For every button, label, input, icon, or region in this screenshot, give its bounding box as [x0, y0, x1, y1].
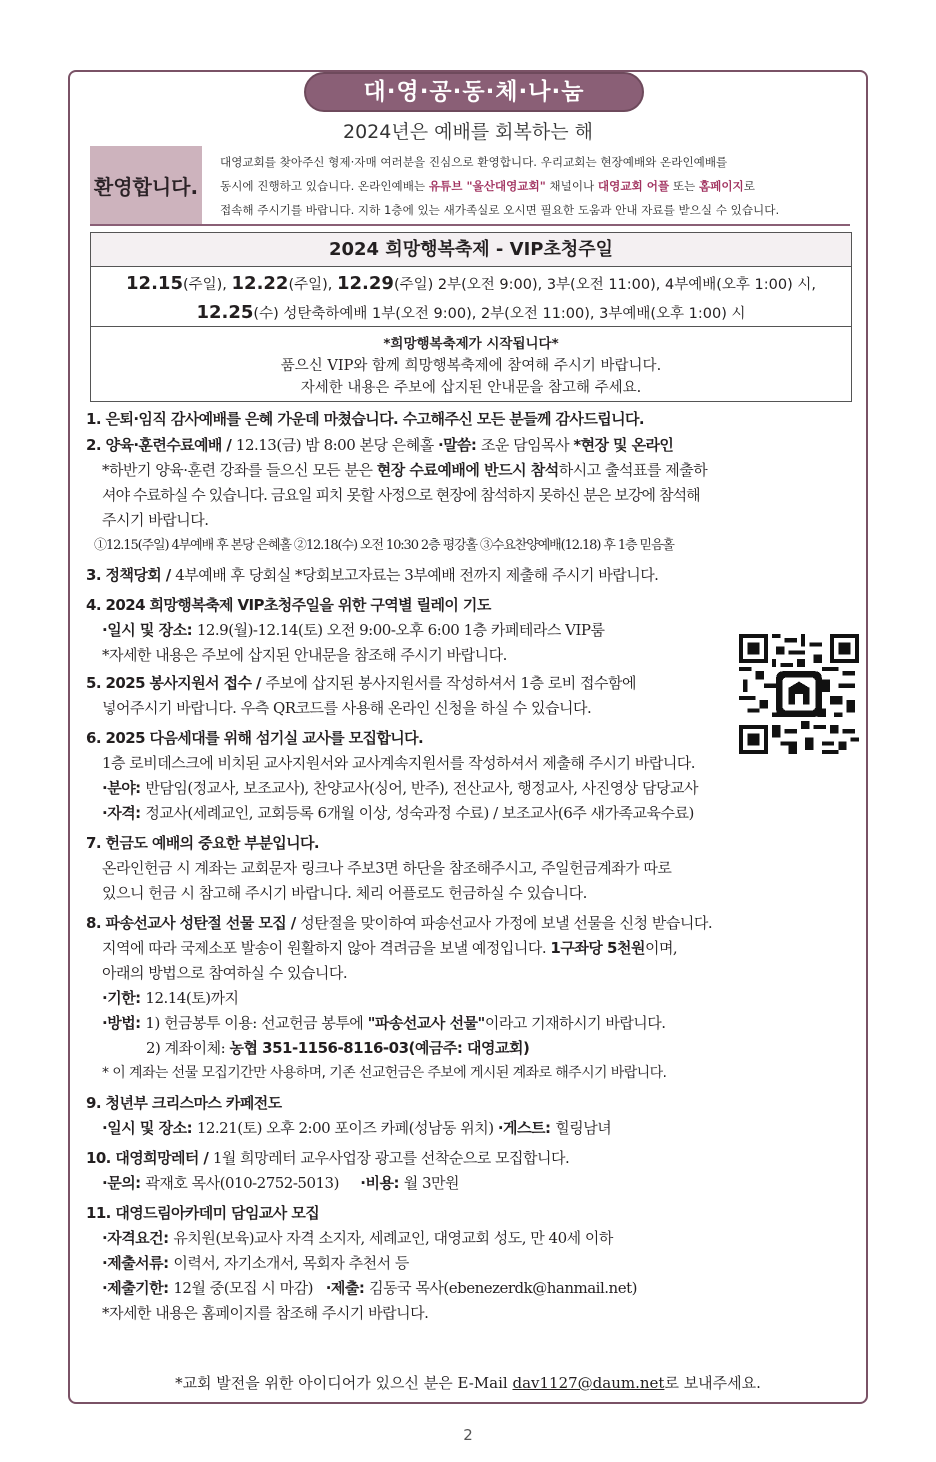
- text: 12.14(토)까지: [145, 989, 239, 1007]
- news-item-8: [86, 910, 866, 1086]
- text: *교회 발전을 위한 아이디어가 있으신 분은 E-Mail: [175, 1374, 513, 1392]
- item-heading: [86, 910, 866, 936]
- date: 12.15: [126, 273, 183, 294]
- text: ·일시 및 장소:: [102, 621, 197, 639]
- item-heading: 7. 헌금도 예배의 중요한 부분입니다.: [86, 834, 319, 852]
- welcome-line-3: 접속해 주시기를 바랍니다. 지하 1층에 있는 새가족실로 오시면 필요한 도움과 안내 자료를 받으실 수 있습니다.: [220, 203, 780, 217]
- item-text: [86, 1116, 866, 1141]
- vip-note-head: *희망행복축제가 시작됩니다*: [383, 336, 559, 352]
- text: 로: [743, 179, 755, 193]
- text: 주보에 삽지된 봉사지원서를 작성하셔서 1층 로비 접수함에: [265, 674, 636, 692]
- item-text: 1층 로비데스크에 비치된 교사지원서와 교사계속지원서를 작성하셔서 제출해 주시기 바랍니다.: [102, 754, 696, 772]
- text: *현장 및 온라인: [573, 436, 674, 454]
- item-text: 아래의 방법으로 참여하실 수 있습니다.: [102, 964, 348, 982]
- vip-dates-line-1: [91, 270, 851, 299]
- text: 조운 담임목사: [480, 436, 574, 454]
- news-item-1: [86, 406, 866, 432]
- text: 정교사(세례교인, 교회등록 6개월 이상, 성숙과정 수료) / 보조교사(6주 새가족교육수료): [145, 804, 694, 822]
- text: "파송선교사 선물": [367, 1014, 485, 1032]
- item-text: 셔야 수료하실 수 있습니다. 금요일 피치 못할 사정으로 현장에 참석하지 못하신 분은 보강에 참석해: [102, 486, 700, 504]
- text: 동시에 진행하고 있습니다. 온라인예배는: [220, 179, 429, 193]
- item-text: [86, 936, 866, 961]
- item-text: [86, 458, 866, 483]
- text: 채널이나: [545, 179, 598, 193]
- text: 힐링남녀: [555, 1119, 612, 1137]
- vip-note: [91, 327, 851, 399]
- item-text: [86, 1226, 866, 1251]
- text: (주일),: [288, 277, 337, 293]
- item-text: [86, 1171, 866, 1196]
- text: 12.13(금) 밤 8:00 본당 은혜홀: [235, 436, 439, 454]
- item-heading: 11. 대영드림아카데미 담임교사 모집: [86, 1204, 320, 1222]
- news-item-3: [86, 562, 866, 588]
- text: 월 3만원: [403, 1174, 459, 1192]
- text: 유치원(보육)교사 자격 소지자, 세례교인, 대영교회 성도, 만 40세 이하: [173, 1229, 613, 1247]
- text: ·제출서류:: [102, 1254, 174, 1272]
- text: 이며,: [644, 939, 678, 957]
- vip-note-2: 자세한 내용은 주보에 삽지된 안내문을 참고해 주세요.: [300, 380, 642, 396]
- text: ·제출기한:: [102, 1279, 174, 1297]
- text: ·기한:: [102, 989, 146, 1007]
- text: 현장 수료예배에 반드시 참석: [376, 461, 559, 479]
- text: 12월 중(모집 시 마감): [173, 1279, 326, 1297]
- item-heading: 9. 청년부 크리스마스 카페전도: [86, 1094, 282, 1112]
- date: 12.22: [231, 273, 289, 294]
- news-item-7: [86, 830, 866, 906]
- vip-note-1: 품으신 VIP와 함께 희망행복축제에 참여해 주시기 바랍니다.: [280, 358, 662, 374]
- item-text: 넣어주시기 바랍니다. 우측 QR코드를 사용해 온라인 신청을 하실 수 있습니다.: [102, 699, 592, 717]
- item-heading: 1. 은퇴·임직 감사예배를 은혜 가운데 마쳤습니다. 수고해주신 모든 분들께 감사드립니다.: [86, 410, 644, 428]
- text: 1월 희망레터 교우사업장 광고를 선착순으로 모집합니다.: [212, 1149, 570, 1167]
- item-text: [86, 1276, 866, 1301]
- text: 12.21(토) 오후 2:00 포이즈 카페(성남동 위치): [196, 1119, 498, 1137]
- date: 12.25: [196, 302, 254, 323]
- page-number: 2: [463, 1426, 473, 1444]
- text: 1) 헌금봉투 이용: 선교헌금 봉투에: [145, 1014, 368, 1032]
- item-text: [86, 986, 866, 1011]
- item-heading: [86, 432, 866, 458]
- item-heading: 6. 2025 다음세대를 위해 섬기실 교사를 모집합니다.: [86, 729, 424, 747]
- text: 5. 2025 봉사지원서 접수 /: [86, 674, 266, 692]
- welcome-label: 환영합니다.: [90, 146, 202, 224]
- news-item-9: [86, 1090, 866, 1141]
- welcome-line-1: 대영교회를 찾아주신 형제·자매 여러분을 진심으로 환영합니다. 우리교회는 현장예배와 온라인예배를: [220, 155, 728, 169]
- text: 4부예배 후 당회실 *당회보고자료는 3부예배 전까지 제출해 주시기 바랍니다.: [175, 566, 659, 584]
- text: 1구좌당 5천원: [550, 939, 645, 957]
- text: ·문의:: [102, 1174, 146, 1192]
- text: 3. 정책당회 /: [86, 566, 176, 584]
- text: 로 보내주세요.: [664, 1374, 761, 1392]
- item-text: 주시기 바랍니다.: [102, 511, 209, 529]
- text: 이라고 기재하시기 바랍니다.: [484, 1014, 666, 1032]
- text: (주일) 2부(오전 9:00), 3부(오전 11:00), 4부예배(오후 1:00) 시,: [393, 277, 816, 293]
- footer-note: [68, 1372, 868, 1393]
- text: 하시고 출석표를 제출하: [558, 461, 708, 479]
- news-item-10: [86, 1145, 866, 1196]
- text: 12.9(월)-12.14(토) 오전 9:00-오후 6:00 1층 카페테라스 VIP룸: [196, 621, 605, 639]
- item-heading: [86, 562, 866, 588]
- item-text: 온라인헌금 시 계좌는 교회문자 링크나 주보3면 하단을 참조해주시고, 주일헌금계좌가 따로: [102, 859, 672, 877]
- text: ·게스트:: [497, 1119, 556, 1137]
- vip-dates-line-2: [91, 299, 851, 328]
- news-item-11: [86, 1200, 866, 1326]
- text: ·제출:: [325, 1279, 370, 1297]
- qr-code-icon[interactable]: [738, 634, 860, 754]
- news-item-2: [86, 432, 866, 558]
- vip-box: [90, 232, 852, 402]
- welcome-text: [220, 150, 848, 222]
- item-text: 있으니 헌금 시 참고해 주시기 바랍니다. 체리 어플로도 헌금하실 수 있습니다.: [102, 884, 587, 902]
- text: 10. 대영희망레터 /: [86, 1149, 213, 1167]
- text: ·일시 및 장소:: [102, 1119, 197, 1137]
- text: (주일),: [182, 277, 232, 293]
- text: 지역에 따라 국제소포 발송이 원활하지 않아 격려금을 보낼 예정입니다.: [102, 939, 551, 957]
- divider: [90, 224, 850, 226]
- text: ·자격요건:: [102, 1229, 174, 1247]
- item-text: [86, 776, 866, 801]
- item-heading: [86, 1145, 866, 1171]
- text: 농협 351-1156-8116-03(예금주: 대영교회): [229, 1039, 530, 1057]
- date: 12.29: [337, 273, 394, 294]
- vip-dates: [91, 267, 851, 327]
- text: ·말씀:: [438, 436, 481, 454]
- text: ·비용:: [360, 1174, 404, 1192]
- text: ·분야:: [102, 779, 146, 797]
- item-text: [86, 1251, 866, 1276]
- item-heading: 4. 2024 희망행복축제 VIP초청주일을 위한 구역별 릴레이 기도: [86, 596, 491, 614]
- news-list: [86, 406, 866, 1326]
- page-title: 대·영·공·동·체·나·눔: [304, 72, 644, 112]
- item-text: [86, 1011, 866, 1036]
- item-text: *자세한 내용은 주보에 삽지된 안내문을 참조해 주시기 바랍니다.: [102, 646, 507, 664]
- text: (수) 성탄축하예배 1부(오전 9:00), 2부(오전 11:00), 3부예배(오후 1:00) 시: [253, 306, 746, 322]
- text: ·방법:: [102, 1014, 146, 1032]
- page-subtitle: 2024년은 예배를 회복하는 해: [342, 121, 593, 143]
- church-app: 대영교회 어플: [597, 179, 670, 193]
- homepage: 홈페이지: [698, 179, 744, 193]
- text: *하반기 양육·훈련 강좌를 들으신 모든 분은: [102, 461, 377, 479]
- text: 김동국 목사(ebenezerdk@hanmail.net): [369, 1279, 637, 1297]
- text: 이력서, 자기소개서, 목회자 추천서 등: [173, 1254, 409, 1272]
- text: 2. 양육·훈련수료예배 /: [86, 436, 236, 454]
- vip-title: 2024 희망행복축제 - VIP초청주일: [91, 233, 851, 267]
- text: 곽재호 목사(010-2752-5013): [145, 1174, 361, 1192]
- item-text: * 이 계좌는 선물 모집기간만 사용하며, 기존 선교헌금은 주보에 게시된 계좌로 해주시기 바랍니다.: [102, 1065, 667, 1081]
- item-text: ①12.15(주일) 4부예배 후 본당 은혜홀 ②12.18(수) 오전 10:30 2층 평강홀 ③수요찬양예배(12.18) 후 1층 믿음홀: [94, 538, 674, 553]
- youtube-channel: 유튜브 "울산대영교회": [428, 179, 546, 193]
- item-text: *자세한 내용은 홈페이지를 참조해 주시기 바랍니다.: [102, 1304, 429, 1322]
- text: 반담임(정교사, 보조교사), 찬양교사(싱어, 반주), 전산교사, 행정교사, 사진영상 담당교사: [145, 779, 698, 797]
- text: 8. 파송선교사 성탄절 선물 모집 /: [86, 914, 301, 932]
- welcome-line-2: [220, 174, 848, 198]
- text: ·자격:: [102, 804, 146, 822]
- text: 또는: [669, 179, 699, 193]
- text: 성탄절을 맞이하여 파송선교사 가정에 보낼 선물을 신청 받습니다.: [300, 914, 713, 932]
- email-link[interactable]: dav1127@daum.net: [512, 1374, 665, 1392]
- text: 2) 계좌이체:: [146, 1039, 230, 1057]
- item-text: [86, 1036, 866, 1061]
- item-text: [86, 801, 866, 826]
